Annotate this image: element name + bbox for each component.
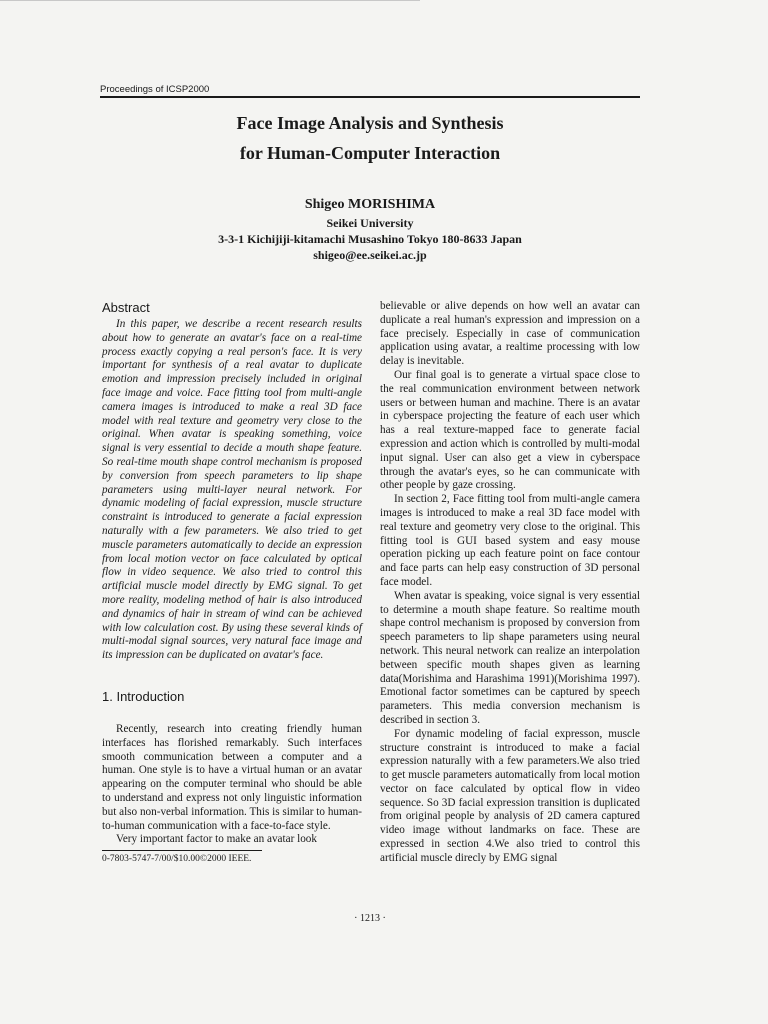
scan-edge-line (0, 0, 420, 1)
right-paragraph-3: In section 2, Face fitting tool from multi-angle camera images is introduced to make a real 3D face model with real texture and geometry very close to the original. This fitting tool is GUI based system and easy mouse operation picking up each feature point on face contour and face parts can help easy construction of 3D personal face model. (380, 493, 640, 588)
right-paragraph-5: For dynamic modeling of facial expresson, muscle structure constraint is introduced to make a facial expression naturally with a few parameters.We also tried to get muscle parameters automatically from local motion vector on face calculated by optical flow in video sequence. So 3D facial expression transition is duplicated from original people by analysis of 2D camera captured video image without landmarks on face. These are expressed in section 4.We also tried to control this artificial muscle direcly by EMG signal (380, 727, 640, 864)
header-rule (100, 96, 640, 98)
abstract-text: In this paper, we describe a recent research results about how to generate an avatar's face on a real-time process exactly copying a real person's face. It is very important for synthesis of a real avatar to duplicate emotion and impression precisely included in original face image and voice. Face fitting tool from multi-angle camera images is introduced to make a real 3D face model with real texture and geometry very close to the original. When avatar is speaking something, voice signal is very essential to decide a mouth shape feature. So real-time mouth shape control mechanism is proposed by conversion from speech parameters to lip shape parameters using multi-layer neural network. For dynamic modeling of facial expression, muscle structure constraint is introduced to generate a facial expression naturally with a few parameters. We also tried to get muscle parameters automatically to decide an expression from local motion vector on face calculated by optical flow in video sequence. We also tried to control this artificial muscle model directly by EMG signal. To get more reality, modeling method of hair is also introduced and dynamics of hair in stream of wind can be achieved with low calculation cost. By using these several kinds of multi-modal signal sources, very natural face image and its impression can be duplicated on avatar's face. (102, 318, 362, 662)
intro-paragraph-1: Recently, research into creating friendly human interfaces has florished remarkably. Such interfaces smooth communication between a computer and a human. One style is to have a virtual human or an avatar appearing on the computer terminal who should be able to understand and express not only linguistic information but also non-verbal information. This is similar to human-to-human communication with a face-to-face style. (102, 722, 362, 832)
right-paragraph-4: When avatar is speaking, voice signal is very essential to determine a mouth shape feature. So realtime mouth shape control mechanism is proposed by conversion from speech parameters to lip shape parameters using neural network. This neural network can realize an interpolation between specific mouth shapes given as learning data(Morishima and Harashima 1991)(Morishima 1997). Emotional factor sometimes can be captured by speech parameters. This media conversion mechanism is described in section 3. (380, 589, 640, 726)
proceedings-header: Proceedings of ICSP2000 (100, 84, 210, 95)
title-line-2: for Human-Computer Interaction (239, 143, 501, 163)
right-column (380, 300, 640, 866)
right-paragraph-2: Our final goal is to generate a virtual space close to the real communication environment between network users or between human and machine. There is an avatar in cyberspace projecting the feature of each user which has a real texture-mapped face to generate facial expression and action which is controlled by multi-modal input signal. User can also get a view in cyberspace through the avatar's eyes, so he can communicate with other people by gaze crossing. (380, 368, 640, 492)
author-affiliation: Seikei University (326, 216, 414, 230)
left-column (102, 300, 362, 865)
author-block (100, 195, 640, 263)
footnote-rule (102, 850, 262, 851)
page-number: · 1213 · (354, 913, 386, 924)
intro-paragraph-2: Very important factor to make an avatar look (116, 833, 317, 846)
abstract-heading: Abstract (102, 300, 150, 315)
introduction-heading: 1. Introduction (102, 688, 185, 704)
author-address: 3-3-1 Kichijiji-kitamachi Musashino Tokyo 180-8633 Japan (218, 232, 522, 246)
copyright-footnote: 0-7803-5747-7/00/$10.00©2000 IEEE. (102, 854, 252, 865)
paper-title (100, 108, 640, 168)
right-paragraph-1: believable or alive depends on how well an avatar can duplicate a real human's expression and impression on a face precisely. Especially in case of communication application using avatar, a realtime processing with low delay is inevitable. (380, 300, 640, 368)
title-line-1: Face Image Analysis and Synthesis (236, 113, 504, 133)
author-name: Shigeo MORISHIMA (304, 197, 436, 212)
author-email: shigeo@ee.seikei.ac.jp (313, 248, 427, 262)
